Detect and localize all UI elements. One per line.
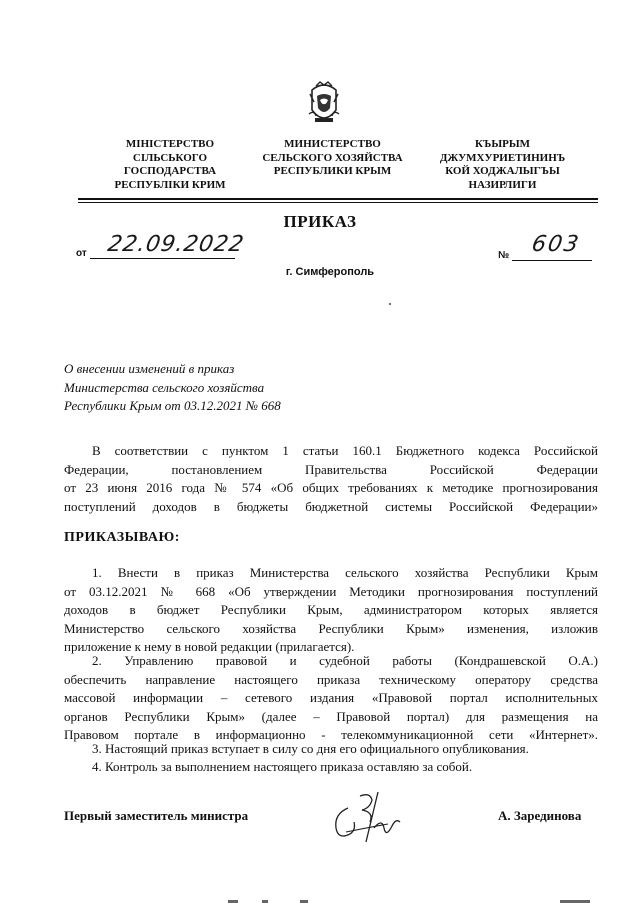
order-city: г. Симферополь xyxy=(285,266,375,278)
order-item-4 xyxy=(64,758,598,777)
paragraph-line: поступлений доходов в бюджеты бюджетной системы Российской Федерации» xyxy=(64,498,598,514)
subject-line: Министерства сельского хозяйства xyxy=(64,379,265,395)
paragraph-line: приложение к нему в новой редакции (прилагается). xyxy=(64,639,355,654)
paragraph-line: Правовом портале в информационно - телекоммуникационной сети «Интернет». xyxy=(64,727,598,742)
paragraph-line: обеспечить направление настоящего приказа техническому оператору средства xyxy=(64,671,598,687)
signatory-name: А. Зарединова xyxy=(498,808,582,823)
date-underline xyxy=(90,258,235,259)
handwritten-signature xyxy=(326,788,406,848)
order-directive-heading: ПРИКАЗЫВАЮ: xyxy=(64,530,180,545)
order-date: 22.09.2022 xyxy=(105,232,247,257)
ministry-name-ukrainian: МІНІСТЕРСТВО СІЛЬСЬКОГО ГОСПОДАРСТВА РЕСПУБЛІКИ КРИМ xyxy=(114,138,226,191)
subject-line: Республики Крым от 03.12.2021 № 668 xyxy=(64,398,281,413)
scan-mark xyxy=(228,900,238,903)
order-title: ПРИКАЗ xyxy=(283,212,357,231)
number-prefix: № xyxy=(498,250,510,261)
order-subject xyxy=(64,360,281,416)
paragraph-line: 2. Управлению правовой и судебной работы (Кондрашевской О.А.) xyxy=(92,653,598,668)
paragraph-line: Министерство сельского хозяйства Республики Крым» изменения, изложив xyxy=(64,620,598,636)
subject-line: О внесении изменений в приказ xyxy=(64,361,235,376)
paragraph-line: 1. Внести в приказ Министерства сельского хозяйства Республики Крым xyxy=(92,565,598,580)
order-item-1 xyxy=(64,564,598,657)
ministry-name-crimean-tatar: КЪЫРЫМ ДЖУМХУРИЕТИНИНЪ КОЙ ХОДЖАЛЫГЪЫ НАЗИРЛИГИ xyxy=(439,138,566,191)
paragraph-line: от 03.12.2021 № 668 «Об утверждении Методики прогнозирования поступлений xyxy=(64,583,598,599)
crimea-coat-of-arms-icon xyxy=(306,80,342,128)
paragraph-line: от 23 июня 2016 года № 574 «Об общих требованиях к методике прогнозирования xyxy=(64,480,598,495)
paragraph-line: 4. Контроль за выполнением настоящего приказа оставляю за собой. xyxy=(92,759,473,774)
order-item-2 xyxy=(64,652,598,745)
paragraph-line: органов Республики Крым» (далее – Правовой портал) для размещения на xyxy=(64,708,598,724)
scan-mark xyxy=(560,900,590,903)
paragraph-line: 3. Настоящий приказ вступает в силу со дня его официального опубликования. xyxy=(92,741,529,756)
paragraph-line: В соответствии с пунктом 1 статьи 160.1 Бюджетного кодекса Российской xyxy=(92,443,598,458)
order-item-3 xyxy=(64,740,598,759)
paragraph-line: Федерации, постановлением Правительства Российской Федерации xyxy=(64,461,598,477)
date-prefix: от xyxy=(76,248,87,259)
scan-speck xyxy=(389,303,391,305)
ministry-name-russian: МИНИСТЕРСТВО СЕЛЬСКОГО ХОЗЯЙСТВА РЕСПУБЛИКИ КРЫМ xyxy=(262,138,403,177)
header-divider-thick xyxy=(78,198,598,200)
number-underline xyxy=(512,260,592,261)
paragraph-line: доходов в бюджет Республики Крым, администратором которых является xyxy=(64,602,598,617)
scan-mark xyxy=(262,900,268,903)
paragraph-line: массовой информации – сетевого издания «Правовой портал исполнительных xyxy=(64,690,598,705)
order-number: 603 xyxy=(529,232,583,257)
signatory-role: Первый заместитель министра xyxy=(64,808,249,823)
header-divider-thin xyxy=(78,202,598,203)
scan-mark xyxy=(300,900,308,903)
preamble-paragraph xyxy=(64,442,598,516)
